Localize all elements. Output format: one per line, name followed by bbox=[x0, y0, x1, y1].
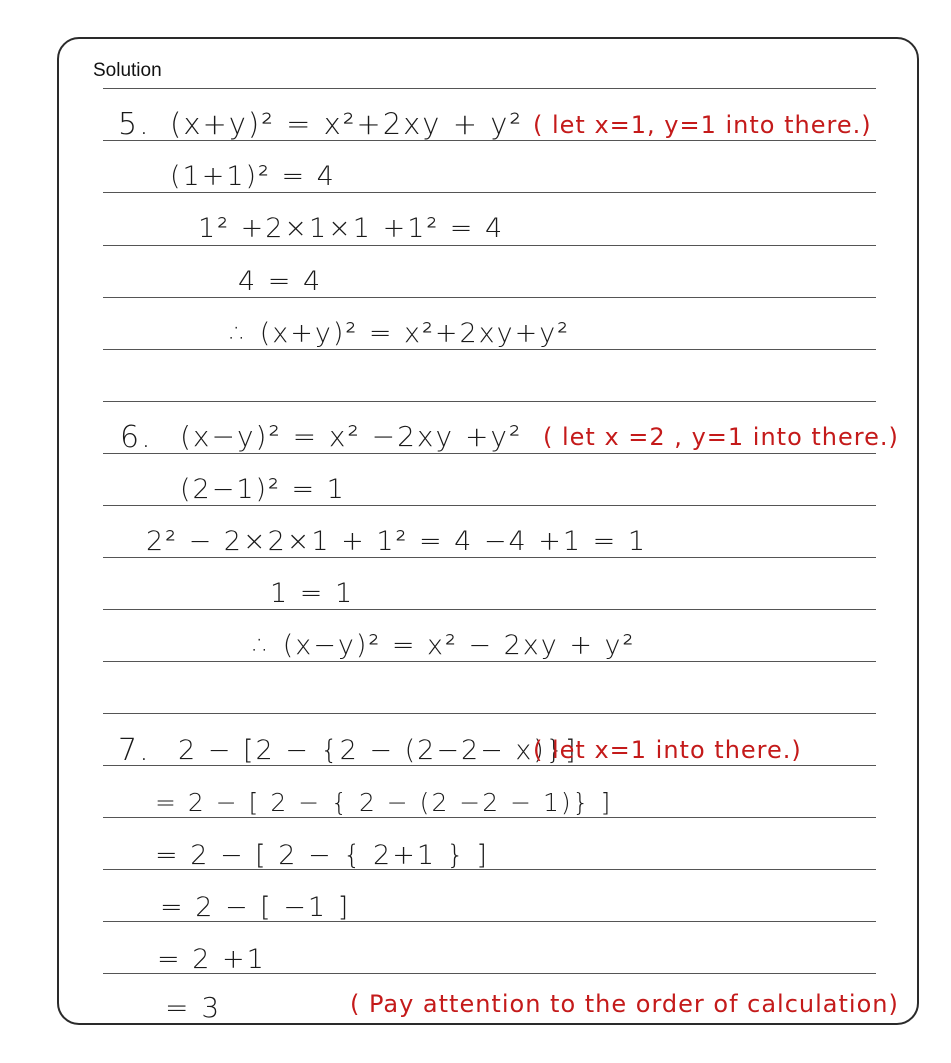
solution-step: = 2 − [ −1 ] bbox=[160, 892, 351, 923]
ruled-line bbox=[103, 453, 876, 454]
problem-number: 5. bbox=[118, 107, 151, 142]
ruled-line bbox=[103, 88, 876, 89]
substitution-note: ( let x =2 , y=1 into there.) bbox=[543, 423, 899, 451]
ruled-line bbox=[103, 713, 876, 714]
substitution-note: ( let x=1, y=1 into there.) bbox=[533, 111, 872, 139]
ruled-line bbox=[103, 297, 876, 298]
solution-step: 2² − 2×2×1 + 1² = 4 −4 +1 = 1 bbox=[146, 526, 648, 557]
conclusion-step: ∴ (x−y)² = x² − 2xy + y² bbox=[253, 630, 636, 661]
ruled-line bbox=[103, 401, 876, 402]
ruled-line bbox=[103, 557, 876, 558]
page-title: Solution bbox=[93, 60, 162, 81]
solution-step: 4 = 4 bbox=[238, 266, 323, 297]
ruled-line bbox=[103, 505, 876, 506]
problem-statement: 2 − [2 − {2 − (2−2− x)}] bbox=[178, 735, 578, 766]
solution-step: (1+1)² = 4 bbox=[170, 161, 336, 192]
problem-statement: (x+y)² = x²+2xy + y² bbox=[170, 107, 523, 141]
conclusion-step: ∴ (x+y)² = x²+2xy+y² bbox=[230, 318, 571, 349]
problem-number: 6. bbox=[120, 420, 153, 455]
ruled-line bbox=[103, 609, 876, 610]
solution-step: = 2 − [ 2 − { 2+1 } ] bbox=[155, 840, 489, 871]
ruled-line bbox=[103, 245, 876, 246]
ruled-line bbox=[103, 192, 876, 193]
solution-step: 1 = 1 bbox=[270, 578, 355, 609]
order-of-operations-note: ( Pay attention to the order of calculation) bbox=[350, 990, 899, 1018]
substitution-note: ( let x=1 into there.) bbox=[533, 736, 802, 764]
solution-step: (2−1)² = 1 bbox=[180, 474, 346, 505]
problem-statement: (x−y)² = x² −2xy +y² bbox=[180, 420, 523, 453]
solution-step: 1² +2×1×1 +1² = 4 bbox=[198, 213, 505, 244]
solution-step: = 2 − [ 2 − { 2 − (2 −2 − 1)} ] bbox=[155, 788, 613, 817]
solution-step: = 2 +1 bbox=[157, 944, 266, 975]
ruled-line bbox=[103, 817, 876, 818]
ruled-line bbox=[103, 661, 876, 662]
ruled-line bbox=[103, 349, 876, 350]
problem-number: 7. bbox=[118, 733, 151, 768]
final-answer: = 3 bbox=[165, 991, 222, 1024]
